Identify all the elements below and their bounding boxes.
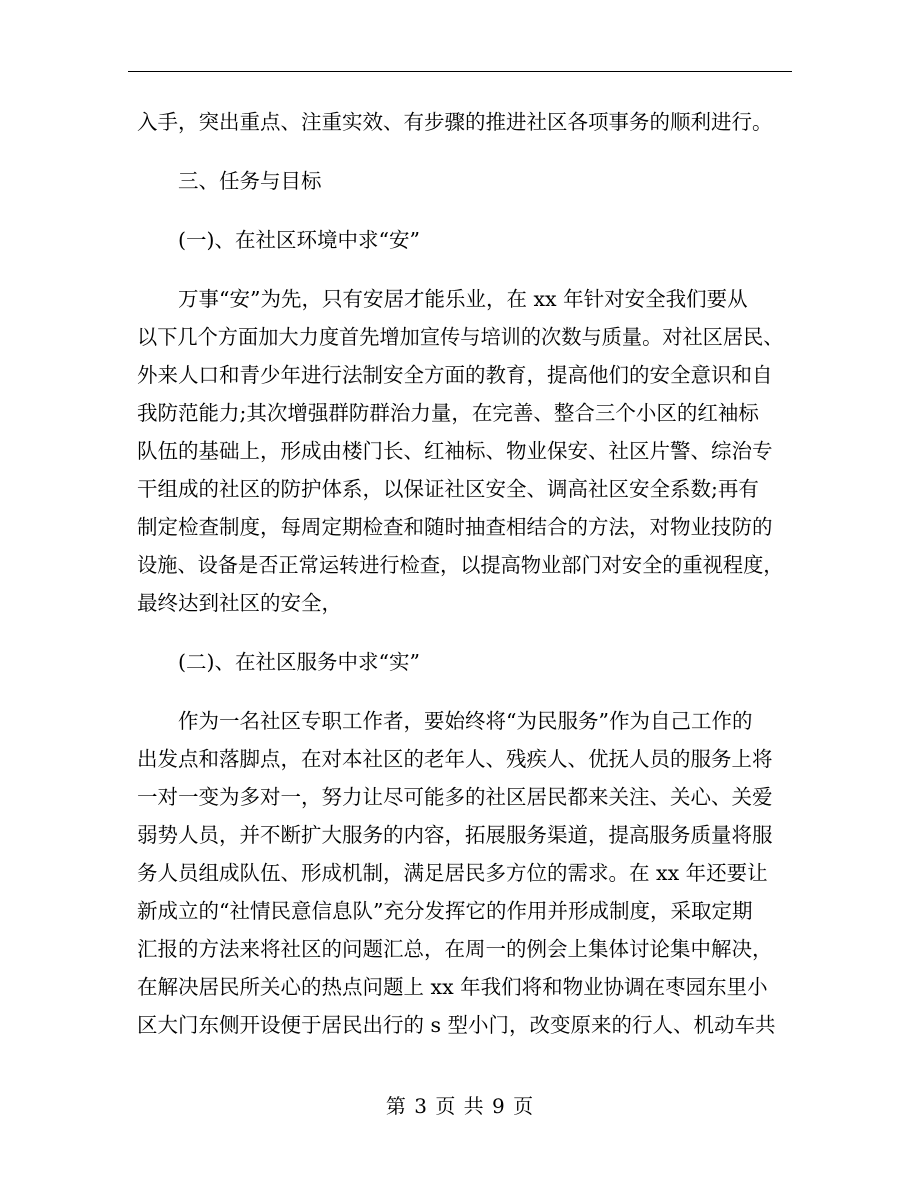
text-line: 一对一变为多对一，努力让尽可能多的社区居民都来关注、关心、关爱 (137, 785, 773, 809)
paragraph-gap (137, 259, 787, 280)
text-line: 最终达到社区的安全， (137, 591, 342, 615)
text-line: 出发点和落脚点，在对本社区的老年人、残疾人、优抚人员的服务上将 (137, 747, 773, 771)
text-line: 外来人口和青少年进行法制安全方面的教育，提高他们的安全意识和自 (137, 363, 773, 387)
text-line: 万事“安”为先，只有安居才能乐业，在 xx 年针对安全我们要从 (178, 287, 748, 311)
text-line: 制定检查制度，每周定期检查和随时抽查相结合的方法，对物业技防的 (137, 515, 773, 539)
subsection-heading: (二)、在社区服务中求“实” (178, 650, 420, 674)
section-heading: 三、任务与目标 (178, 169, 322, 193)
paragraph-gap (137, 200, 787, 221)
text-line: 干组成的社区的防护体系，以保证社区安全、调高社区安全系数;再有 (137, 477, 759, 501)
document-body (137, 103, 787, 1044)
paragraph-gap (137, 141, 787, 162)
page-number: 第 3 页 共 9 页 (385, 1094, 535, 1118)
text-line: 作为一名社区专职工作者，要始终将“为民服务”作为自己工作的 (178, 709, 753, 733)
text-line: 入手，突出重点、注重实效、有步骤的推进社区各项事务的顺利进行。 (137, 110, 773, 134)
text-line: 在解决居民所关心的热点问题上 xx 年我们将和物业协调在枣园东里小 (137, 975, 768, 999)
text-line: 以下几个方面加大力度首先增加宣传与培训的次数与质量。对社区居民、 (137, 325, 784, 349)
subsection-heading: (一)、在社区环境中求“安” (178, 228, 420, 252)
text-line: 弱势人员，并不断扩大服务的内容，拓展服务渠道，提高服务质量将服 (137, 823, 773, 847)
text-line: 汇报的方法来将社区的问题汇总，在周一的例会上集体讨论集中解决， (137, 937, 773, 961)
text-line: 队伍的基础上，形成由楼门长、红袖标、物业保安、社区片警、综治专 (137, 439, 773, 463)
header-rule (128, 71, 792, 72)
paragraph-gap (137, 681, 787, 702)
text-line: 设施、设备是否正常运转进行检查，以提高物业部门对安全的重视程度， (137, 553, 784, 577)
text-line: 新成立的“社情民意信息队”充分发挥它的作用并形成制度，采取定期 (137, 899, 753, 923)
text-line: 区大门东侧开设便于居民出行的 s 型小门，改变原来的行人、机动车共 (137, 1013, 776, 1037)
paragraph-gap (137, 622, 787, 643)
text-line: 务人员组成队伍、形成机制，满足居民多方位的需求。在 xx 年还要让 (137, 861, 768, 885)
text-line: 我防范能力;其次增强群防群治力量，在完善、整合三个小区的红袖标 (137, 401, 759, 425)
page-footer (0, 1091, 920, 1121)
